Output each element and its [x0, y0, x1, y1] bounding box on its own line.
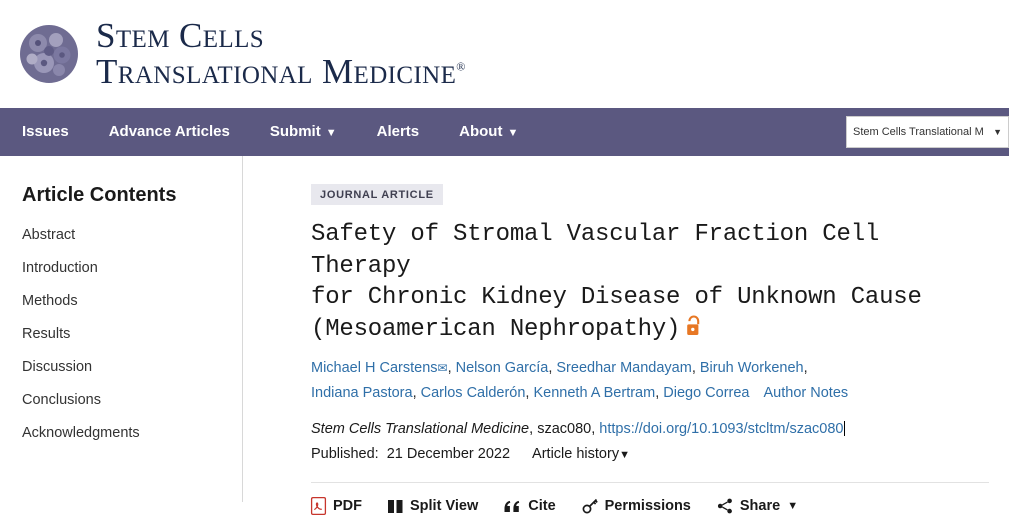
author-list: Michael H Carstens✉, Nelson García, Sreedhar Mandayam, Biruh Workeneh, Indiana Pastora, Carlos Calderón, Kenneth A Bertram, Diego Correa Author Notes — [311, 359, 849, 401]
chevron-down-icon: ▼ — [993, 127, 1002, 137]
sidebar-item-introduction[interactable]: Introduction — [22, 260, 98, 276]
journal-title[interactable] — [96, 15, 466, 91]
toolbar-item-label: Cite — [528, 498, 556, 515]
quote-icon — [504, 500, 521, 513]
nav-item-alerts[interactable] — [357, 108, 440, 156]
article-title-line1: Safety of Stromal Vascular Fraction Cell Therapy — [311, 221, 880, 280]
article-history-toggle[interactable] — [532, 446, 630, 462]
publication-line — [311, 446, 989, 462]
sidebar-heading: Article Contents — [22, 184, 177, 206]
article-header — [243, 156, 1009, 515]
chevron-down-icon: ▼ — [507, 127, 519, 139]
nav-item-submit[interactable] — [250, 108, 357, 156]
masthead — [0, 0, 1009, 108]
permissions-button[interactable] — [582, 498, 691, 514]
author-notes-link[interactable]: Author Notes — [763, 384, 849, 401]
nav-item-advance-articles[interactable] — [89, 108, 250, 156]
author-link[interactable]: Sreedhar Mandayam — [556, 359, 692, 376]
key-icon — [582, 498, 598, 514]
published-label: Published: — [311, 446, 379, 463]
chevron-down-icon: ▼ — [619, 449, 630, 462]
author-link[interactable]: Biruh Workeneh — [699, 359, 804, 376]
main-navigation — [0, 108, 1009, 156]
journal-title-line2: Translational Medicine® — [96, 52, 466, 91]
author-link[interactable]: Carlos Calderón — [420, 384, 526, 401]
author-link[interactable]: Kenneth A Bertram — [533, 384, 656, 401]
article-toolbar — [311, 482, 989, 515]
article-title — [311, 219, 989, 348]
envelope-icon[interactable]: ✉ — [437, 360, 448, 375]
author-link[interactable]: Nelson García — [455, 359, 549, 376]
nav-item-label: Advance Articles — [108, 123, 230, 140]
author-link[interactable]: Michael H Carstens — [311, 359, 438, 376]
nav-item-label: Submit — [269, 123, 321, 140]
share-button[interactable] — [717, 498, 798, 514]
author-link[interactable]: Indiana Pastora — [311, 384, 413, 401]
pdf-icon — [311, 497, 326, 515]
nav-item-label: Issues — [22, 123, 69, 140]
sidebar-item-conclusions[interactable]: Conclusions — [22, 392, 101, 408]
share-icon — [717, 498, 733, 514]
nav-item-label: Alerts — [376, 123, 420, 140]
text-cursor — [844, 421, 845, 436]
open-access-lock-icon[interactable] — [686, 315, 703, 348]
nav-item-label: About — [459, 123, 503, 140]
article-contents-sidebar — [0, 156, 243, 502]
page-content — [0, 156, 1009, 515]
article-history-label: Article history — [532, 446, 620, 463]
split-view-icon — [388, 499, 403, 514]
article-title-line2: for Chronic Kidney Disease of Unknown Cause — [311, 284, 922, 312]
sidebar-item-acknowledgments[interactable]: Acknowledgments — [22, 425, 140, 441]
article-type-badge: JOURNAL ARTICLE — [311, 184, 443, 205]
author-link[interactable]: Diego Correa — [663, 384, 750, 401]
citation-article-id: szac080 — [537, 420, 592, 437]
article-title-line3: (Mesoamerican Nephropathy) — [311, 316, 681, 344]
doi-link[interactable]: https://doi.org/10.1093/stcltm/szac080 — [599, 420, 844, 437]
journal-selector-dropdown[interactable] — [846, 116, 1009, 148]
split-view-button[interactable] — [388, 498, 478, 514]
published-date: 21 December 2022 — [386, 446, 511, 463]
citation-line: Stem Cells Translational Medicine, szac080, https://doi.org/10.1093/stcltm/szac080 — [311, 420, 844, 437]
cite-button[interactable] — [504, 498, 555, 514]
sidebar-item-methods[interactable]: Methods — [22, 293, 78, 309]
registered-mark: ® — [456, 59, 466, 74]
citation-journal-name: Stem Cells Translational Medicine — [311, 420, 530, 437]
toolbar-item-label: PDF — [333, 498, 362, 515]
chevron-down-icon: ▼ — [325, 127, 337, 139]
pdf-button[interactable] — [311, 497, 362, 515]
journal-selector-value: Stem Cells Translational M — [853, 126, 984, 138]
stem-cell-cluster-logo-icon[interactable] — [18, 23, 80, 85]
chevron-down-icon: ▼ — [787, 500, 799, 513]
sidebar-item-results[interactable]: Results — [22, 326, 71, 342]
toolbar-item-label: Share — [739, 498, 781, 515]
sidebar-item-discussion[interactable]: Discussion — [22, 359, 93, 375]
toolbar-item-label: Split View — [410, 498, 479, 515]
nav-item-issues[interactable] — [18, 108, 89, 156]
sidebar-item-abstract[interactable]: Abstract — [22, 227, 76, 243]
nav-item-about[interactable] — [439, 108, 538, 156]
toolbar-item-label: Permissions — [604, 498, 691, 515]
journal-title-line1: Stem Cells — [96, 15, 265, 55]
